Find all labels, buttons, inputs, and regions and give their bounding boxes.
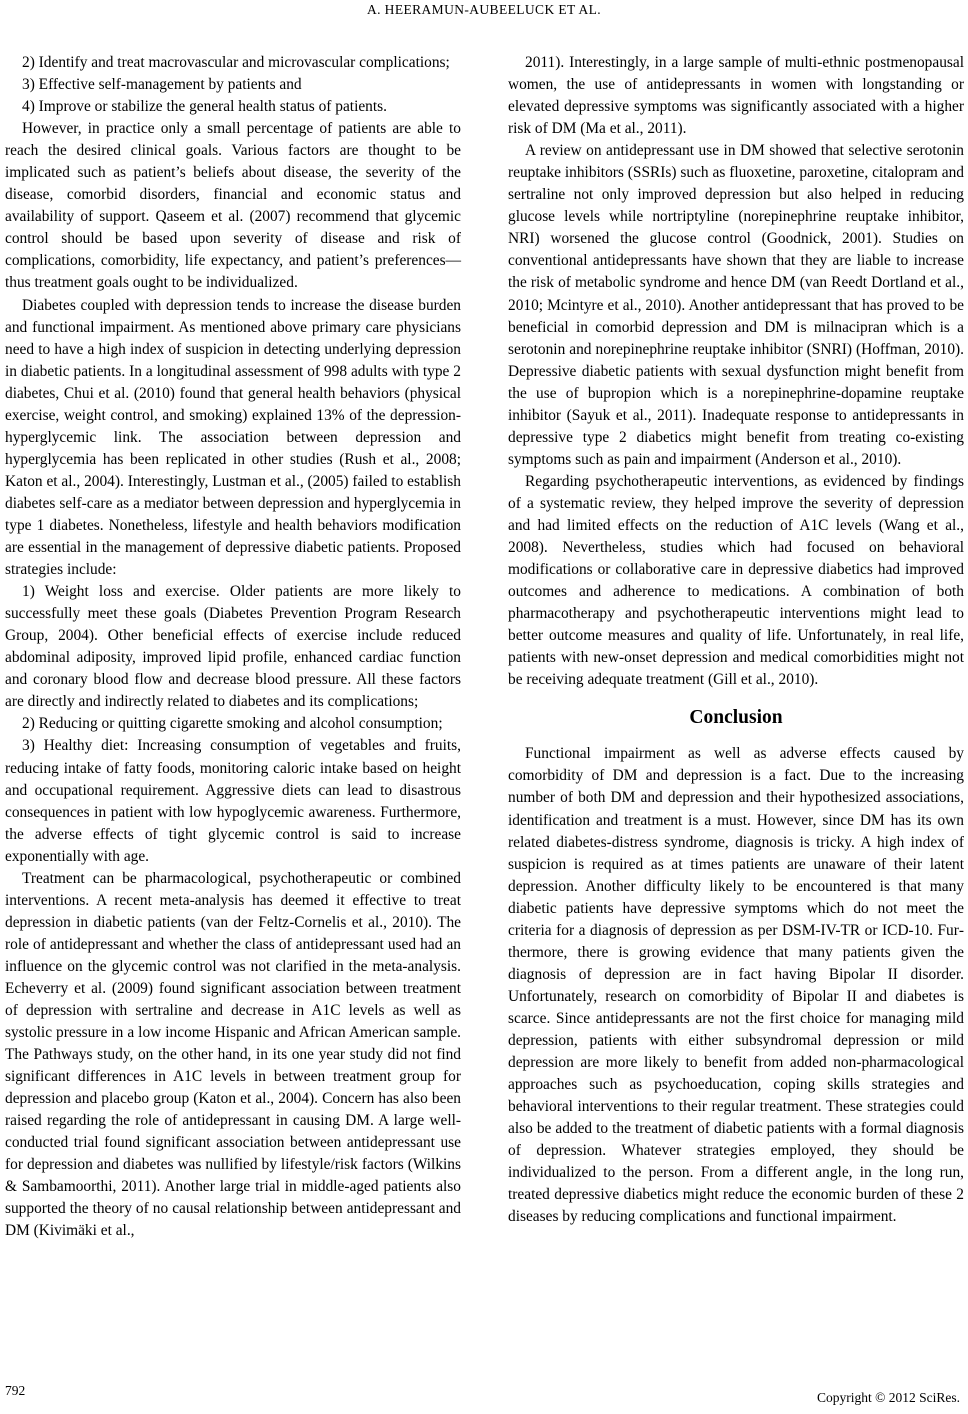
paragraph: Regarding psychotherapeutic interventions, as evidenced by findings of a systematic review, they helped improve the severity of depression and had limited effects on the reduction of A1C levels (Wang et al., 2008). Nevertheless, studies which had focused on behavioral modifications or collaborative care in depressive diabetics had improved outcomes and adherence to medications. A combination of both pharmacotherapy and psychotherapeutic interventions might lead to better outcome measures and quality of life. Unfortunately, in real life, patients with new-onset depression and medical comorbidities might not be receiving adequate treatment (Gill et al., 2010). bbox=[508, 472, 964, 689]
paragraph: 3) Effective self-management by patients and bbox=[22, 76, 302, 94]
paragraph: Diabetes coupled with depression tends to increase the disease burden and functional impairment. As mentioned above primary care physicians need to have a high index of suspicion in detecting underlying depression in diabetic patients. In a longitudinal assessment of 998 adults with type 2 diabetes, Chui et al. (2010) found that general health behaviors (physical exercise, weight control, and smoking) explained 13% of the depression-hyperglycemic link. The association between depression and hyperglycemia has been replicated in other studies (Rush et al., 2008; Katon et al., 2004). Interestingly, Lustman et al., (2005) failed to establish diabetes self-care as a mediator between depression and hyperglycemia in type 1 diabetes. Nonetheless, lifestyle and health behaviors modification are essential in the management of depressive diabetic patients. Proposed strategies include: bbox=[5, 296, 461, 579]
paragraph: A review on antidepressant use in DM showed that selective serotonin reuptake inhibitors (SSRIs) such as fluoxetine, paroxetine, citalopram and sertraline not only improved depression but also helped in reducing glucose levels while nortriptyline (norepinephrine reuptake inhibitor, NRI) worsened the glucose control (Goodnick, 2001). Studies on conventional antidepressants have shown that they are liable to increase the risk of metabolic syndrome and hence DM (van Reedt Dortland et al., 2010; Mcintyre et al., 2010). Another antidepressant that has proved to be beneficial in comorbid depression and DM is milnacipran which is a serotonin and norepinephrine reuptake inhibitor (SNRI) (Hoffman, 2010). Depressive diabetic patients with sexual dysfunction might benefit from the use of bupropion which is a norepinephrine-dopamine reuptake inhibitor (Sayuk et al., 2011). Inadequate response to antidepressants in depressive type 2 diabetics might benefit from treating co-existing symptoms such as pain and impairment (Anderson et al., 2010). bbox=[508, 142, 964, 468]
paragraph: Treatment can be pharmacological, psychotherapeutic or combined interventions. A recent meta-analysis has deemed it effective to treat depression in diabetic patients (van der Feltz-Cornelis et al., 2010). The role of antidepressant and whether the class of antidepressant used had an influence on the glycemic control was not clarified in the meta-analysis. Echeverry et al. (2009) found significant association between treatment of depression with sertraline and decrease in A1C levels as well as systolic pressure in a low income Hispanic and African American sample. The Pathways study, on the other hand, in its one year study did not find significant differences in A1C levels in between treatment group for depression and placebo group (Katon et al., 2004). Concern has also been raised regarding the role of antidepressant in causing DM. A large well-conducted trial found significant association between antidepressant use for depression and diabetes was nullified by lifestyle/risk factors (Wilkins & Sambamoorthi, 2011). Another large trial in middle-aged patients also supported the theory of no causal relationship between antidepressant and DM (Kivimäki et al., bbox=[5, 869, 461, 1240]
running-head: A. HEERAMUN-AUBEELUCK ET AL. bbox=[366, 2, 602, 17]
section-heading: Conclusion bbox=[689, 707, 783, 729]
paragraph: 3) Healthy diet: Increasing consumption of vegetables and fruits, reducing intake of fatty foods, monitoring caloric intake based on height and occupational requirement. Aggressive diets can lead to disastrous consequences in patient with low hypoglycemic awareness. Furthermore, the adverse effects of tight glycemic control is said to increase exponentially with age. bbox=[5, 737, 461, 865]
paragraph: However, in practice only a small percentage of patients are able to reach the desired clinical goals. Various factors are thought to be implicated such as patient’s beliefs about disease, the severity of the disease, comorbid disorders, financial and economic status and availability of support. Qaseem et al. (2007) recommend that glycemic control should be based upon severity of disease and risk of complications, comorbidity, life expectancy, and patient’s preferences—thus treatment goals ought to be individualized. bbox=[5, 120, 461, 292]
paragraph: 1) Weight loss and exercise. Older patients are more likely to successfully meet these goals (Diabetes Prevention Program Research Group, 2004). Other beneficial effects of exercise include reduced abdominal adiposity, improved lipid profile, enhanced cardiac function and coronary blood flow and decrease blood pressure. All these factors are directly and indirectly related to diabetes and its complications; bbox=[5, 583, 461, 711]
page-number: 792 bbox=[5, 1383, 26, 1398]
paragraph: 2) Reducing or quitting cigarette smoking and alcohol consumption; bbox=[22, 715, 443, 733]
paragraph: 4) Improve or stabilize the general health status of patients. bbox=[22, 98, 387, 116]
left-column bbox=[5, 52, 461, 1243]
paragraph: 2) Identify and treat macrovascular and microvascular complications; bbox=[22, 54, 450, 71]
copyright-notice: Copyright © 2012 SciRes. bbox=[816, 1390, 960, 1405]
paragraph: 2011). Interestingly, in a large sample of multi-ethnic postmenopausal women, the use of antidepressants in women with longstanding or elevated depressive symptoms was significantly associated with a higher risk of DM (Ma et al., 2011). bbox=[508, 54, 964, 138]
paragraph: Functional impairment as well as adverse effects caused by comorbidity of DM and depression is a fact. Due to the increasing number of both DM and depression and their hypothesized associations, identification and treatment is a must. However, since DM has its own related diabetes-distress syndrome, diagnosis is tricky. A high index of suspicion is required as at times patients are unaware of their latent depression. Another difficulty likely to be encountered is that many diabetic patients have depressive symptoms which do not meet the criteria for a diagnosis of depression as per DSM-IV-TR or ICD-10. Furthermore, there is growing evidence that many patients given the diagnosis of depression are in fact having Bipolar II disorder. Unfortunately, research on comorbidity of Bipolar II and diabetes is scarce. Since antidepressants are not the first choice for managing mild depression, patients with either subsyndromal depression or mild depression are more likely to benefit from added non-pharmacological approaches such as psychoeducation, coping skills strategies and behavioral interventions to their regular treatment. These strategies could also be added to the treatment of diabetic patients with a formal diagnosis of depression. Whatever strategies employed, they should be individualized to the person. From a different angle, in the long run, treated depressive diabetics might reduce the economic burden of these 2 diseases by reducing complications and functional impairment. bbox=[508, 745, 964, 1226]
right-column bbox=[508, 52, 964, 1228]
